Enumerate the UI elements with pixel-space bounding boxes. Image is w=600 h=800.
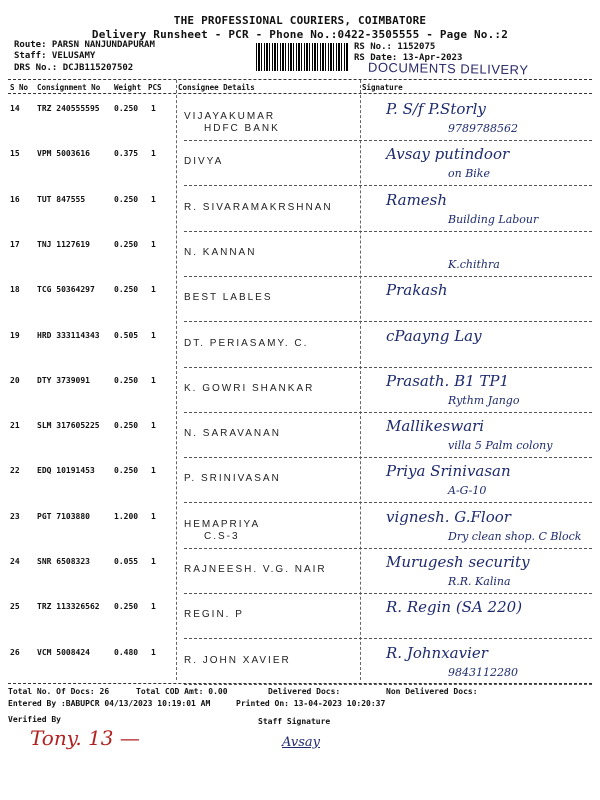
row-sno: 19 [10,330,20,340]
consignee-name: R. SIVARAMAKRSHNAN [184,201,333,213]
signature-text: Ramesh [386,190,448,209]
signature-text: Prakash [386,281,448,300]
runsheet-row [8,96,592,140]
row-sno: 22 [10,466,20,476]
col-pcs: PCS [148,83,162,92]
col-consignee-details: Consignee Details [178,83,255,92]
consignment-no: TRZ 240555595 [37,104,100,113]
runsheet-row [8,504,592,548]
consignee-name: VIJAYAKUMAR [184,111,276,122]
consignee-name: REGIN. P [184,609,244,621]
weight: 0.250 [114,421,139,431]
consignee-name: N. KANNAN [184,246,257,258]
col-signature: Signature [362,83,403,92]
consignee-extra: HDFC BANK [204,123,280,134]
runsheet-row [8,413,592,457]
pcs: 1 [151,466,156,476]
consignment-no: SNR 6508323 [37,557,90,566]
pcs: 1 [151,330,156,340]
signature-text: Mallikeswari [386,417,485,436]
total-docs: Total No. Of Docs: 26 [8,687,110,696]
signature-text: Priya Srinivasan [386,462,511,481]
weight: 0.250 [114,239,139,249]
signature-text: R. Johnxavier [386,643,488,662]
drs-label: DRS No.: DCJB115207502 [14,63,134,73]
pcs: 1 [151,239,156,249]
consignment-no: PGT 7103880 [37,511,90,521]
pcs: 1 [151,194,156,204]
consignment-no: TRZ 113326562 [37,602,100,612]
pcs: 1 [151,104,156,113]
runsheet-row [8,458,592,502]
total-cod: Total COD Amt: 0.00 [136,687,228,696]
row-sno: 14 [10,104,20,113]
row-sno: 15 [10,149,20,159]
row-sno: 18 [10,285,20,295]
pcs: 1 [151,647,156,657]
weight: 1.200 [114,511,139,521]
barcode [256,43,348,71]
col-sno: S No [10,83,29,92]
row-sno: 20 [10,375,20,385]
route-label: Route: PARSN NANJUNDAPURAM [14,40,155,50]
consignment-no: VCM 5008424 [37,647,90,657]
weight: 0.250 [114,285,139,295]
col-weight: Weight [114,83,142,92]
consignee-extra: C.S-3 [204,530,240,542]
consignment-no: DTY 3739091 [37,375,90,385]
consignee-name: DIVYA [184,156,224,168]
runsheet-subtitle: Delivery Runsheet - PCR - Phone No.:0422-3505555 - Page No.:2 [91,28,509,41]
weight: 0.250 [114,104,139,113]
signature-note: R.R. Kalina [448,575,511,588]
entered-by: Entered By :BABUPCR 04/13/2023 10:19:01 AM [8,699,211,708]
signature-note: K.chithra [448,257,500,271]
consignment-no: TNJ 1127619 [37,239,90,249]
consignee-name: HEMAPRIYA [184,518,261,530]
runsheet-row [8,368,592,412]
row-sno: 26 [10,647,20,657]
staff-signature: Avsay [282,735,320,750]
signature-text: Avsay putindoor [386,145,510,164]
signature-text: R. Regin (SA 220) [386,598,523,617]
weight: 0.055 [114,557,139,566]
non-delivered-docs: Non Delivered Docs: [386,687,478,696]
weight: 0.480 [114,647,139,657]
signature-text: P. S/f P.Storly [386,100,486,118]
pcs: 1 [151,149,156,159]
signature-note: 9789788562 [448,122,518,135]
signature-note: A-G-10 [448,484,487,498]
runsheet-row [8,187,592,231]
row-sno: 21 [10,421,20,431]
consignee-name: RAJNEESH. V.G. NAIR [184,564,327,575]
consignee-name: BEST LABLES [184,292,273,304]
row-sno: 16 [10,194,20,204]
company-title: THE PROFESSIONAL COURIERS, COIMBATORE [173,14,427,27]
consignee-name: DT. PERIASAMY. C. [184,337,309,349]
weight: 0.375 [114,149,139,159]
consignee-name: P. SRINIVASAN [184,473,281,485]
col-consignment: Consignment No [37,83,101,92]
signature-text: vignesh. G.Floor [386,507,511,526]
signature-text: Murugesh security [386,553,530,571]
consignment-no: HRD 333114343 [37,330,100,340]
row-sno: 25 [10,602,20,612]
weight: 0.250 [114,194,139,204]
consignee-name: K. GOWRI SHANKAR [184,382,315,394]
rs-number: RS No.: 1152075 [354,42,436,52]
signature-text: Prasath. B1 TP1 [386,371,510,390]
signature-text: cPaayng Lay [386,326,482,345]
weight: 0.250 [114,466,139,476]
verified-signature: Tony. 13 — [30,726,140,750]
header-bottom-rule [8,93,592,94]
consignment-no: VPM 5003616 [37,149,90,159]
documents-delivery-stamp: DOCUMENTS DELIVERY [367,59,529,78]
weight: 0.250 [114,602,139,612]
weight: 0.505 [114,330,139,340]
pcs: 1 [151,511,156,521]
signature-note: Building Labour [448,212,539,226]
row-sno: 24 [10,557,20,566]
signature-note: Dry clean shop. C Block [448,529,582,543]
pcs: 1 [151,375,156,385]
runsheet-row [8,549,592,593]
runsheet-row [8,594,592,638]
pcs: 1 [151,421,156,431]
pcs: 1 [151,602,156,612]
staff-signature-label: Staff Signature [258,717,331,726]
consignment-no: TCG 50364297 [37,285,95,295]
runsheet-row [8,141,592,185]
consignment-no: EDQ 10191453 [37,466,95,476]
row-sno: 23 [10,511,20,521]
rs-date: RS Date: 13-Apr-2023 [354,53,463,63]
pcs: 1 [151,557,156,566]
weight: 0.250 [114,375,139,385]
signature-note: on Bike [448,167,490,181]
consignee-name: N. SARAVANAN [184,428,281,440]
header-top-rule [8,79,592,80]
runsheet-row [8,277,592,321]
pcs: 1 [151,285,156,295]
footer-rule [8,683,592,684]
row-sno: 17 [10,239,20,249]
runsheet-row [8,640,592,684]
signature-note: Rythm Jango [448,393,520,407]
signature-note: villa 5 Palm colony [448,439,553,453]
runsheet-row [8,232,592,276]
verified-by-label: Verified By [8,715,61,724]
staff-label: Staff: VELUSAMY [14,51,96,61]
consignment-no: SLM 317605225 [37,421,100,431]
printed-on: Printed On: 13-04-2023 10:20:37 [236,699,386,708]
consignee-name: R. JOHN XAVIER [184,654,291,666]
signature-note: 9843112280 [448,665,518,679]
runsheet-row [8,323,592,367]
delivered-docs: Delivered Docs: [268,687,341,696]
consignment-no: TUT 847555 [37,194,86,204]
